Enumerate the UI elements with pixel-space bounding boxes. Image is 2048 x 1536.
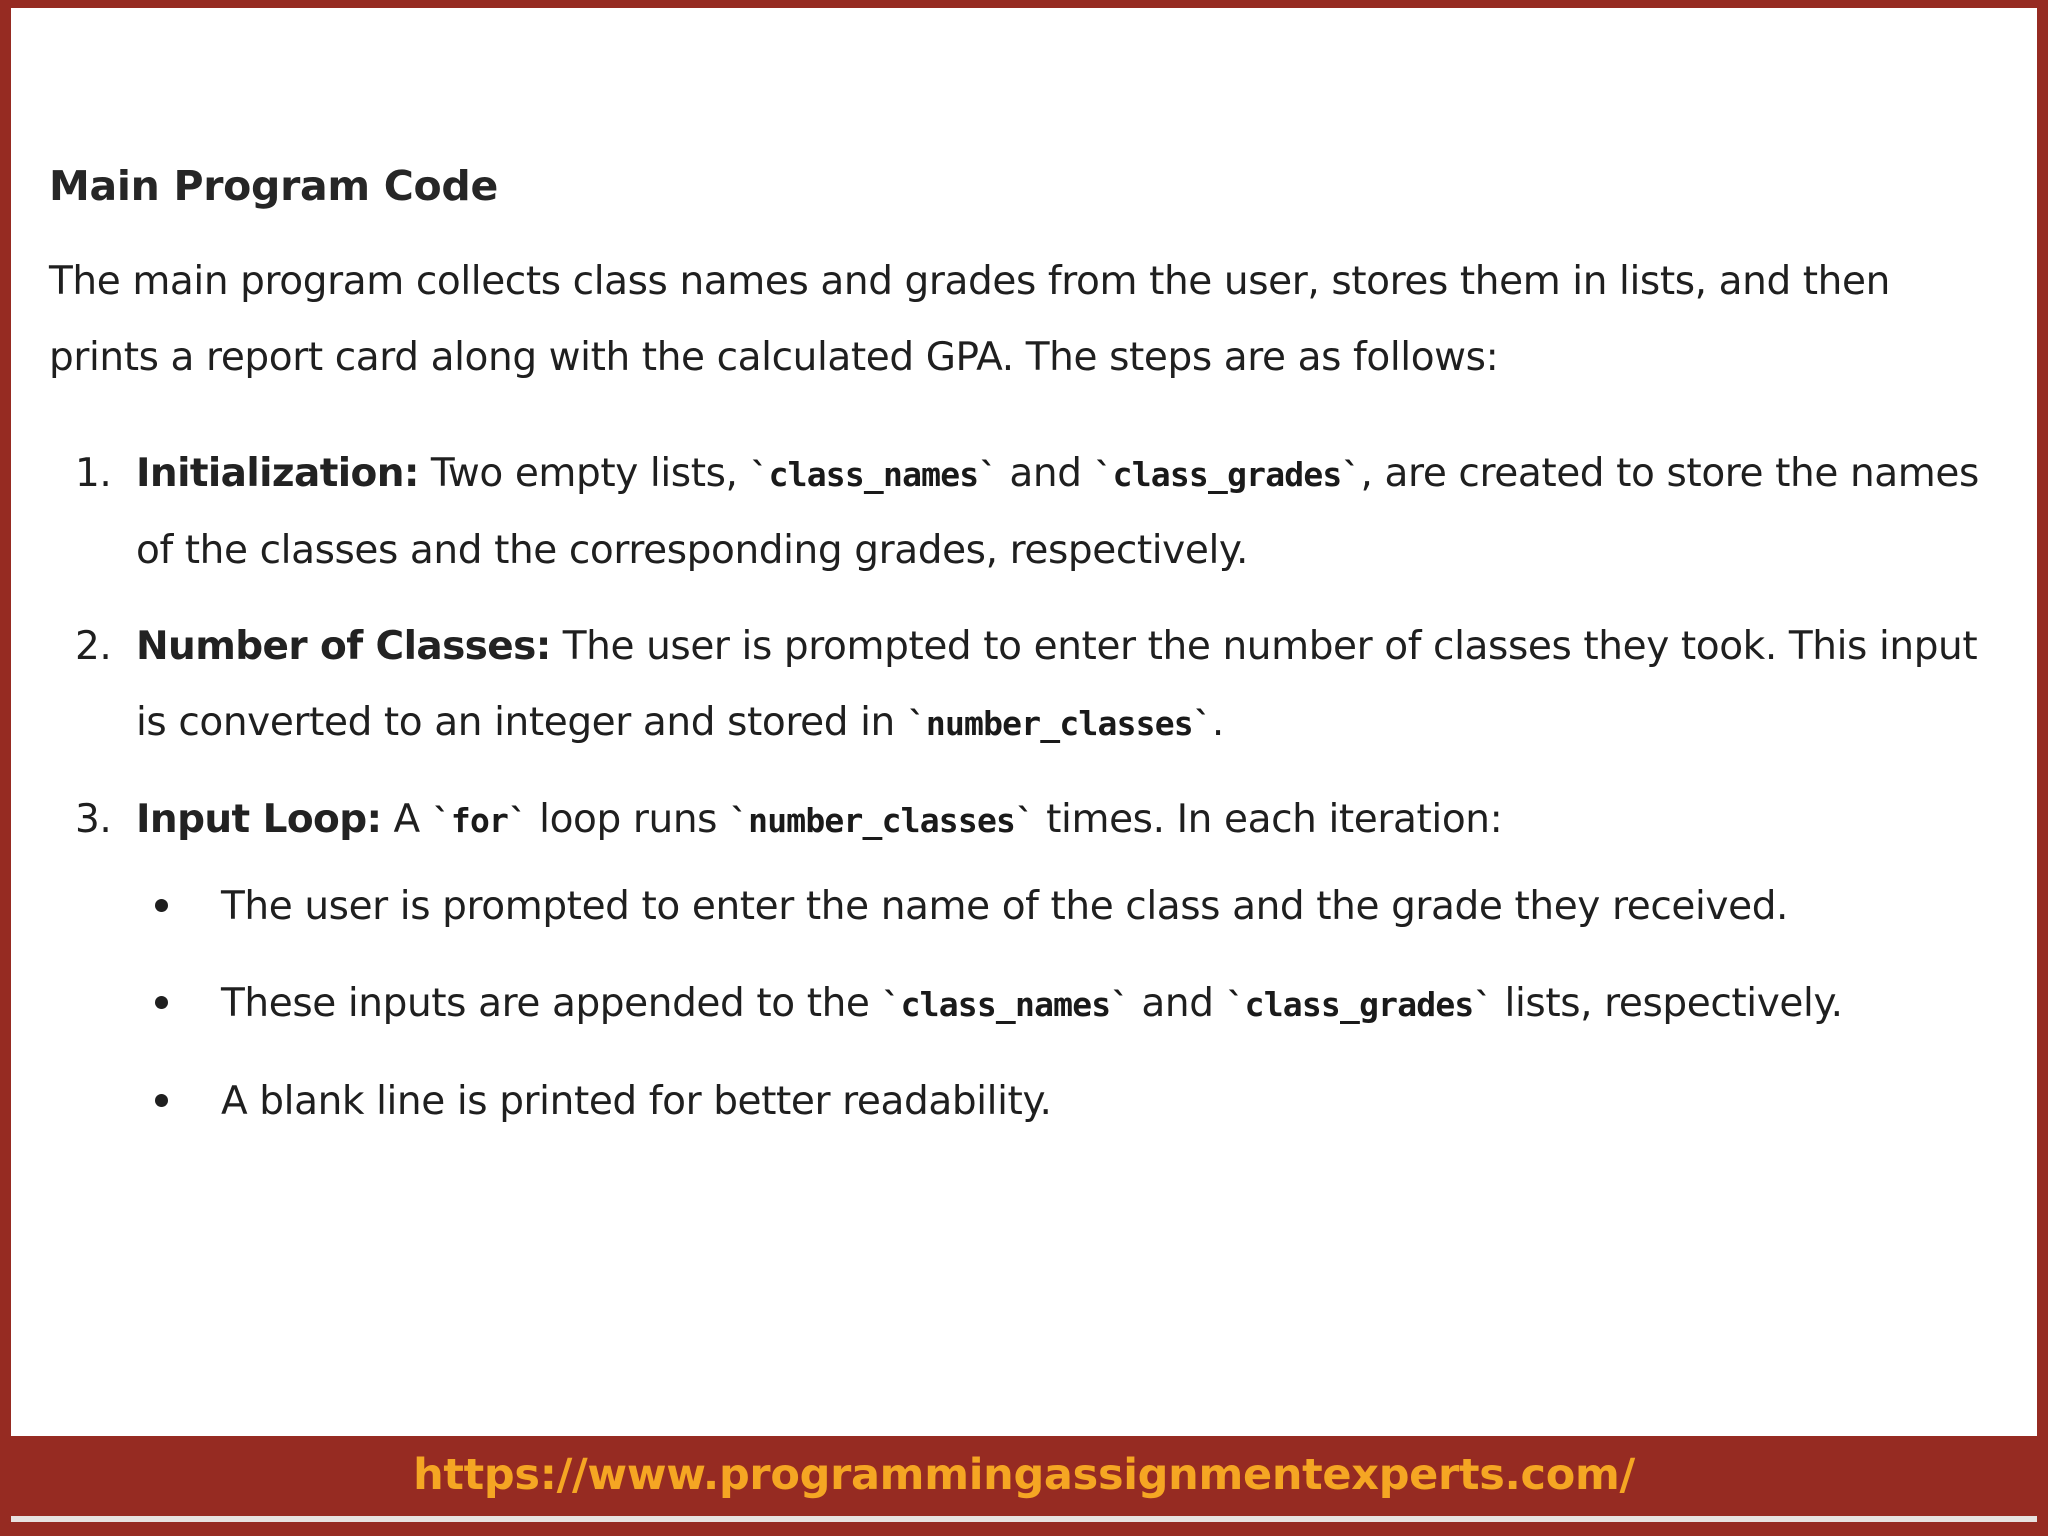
step-item-number-of-classes	[49, 609, 2009, 762]
step-number: 2.	[75, 624, 112, 669]
step-number: 3.	[75, 797, 112, 842]
step-item-input-loop	[49, 782, 2009, 859]
step-text: times. In each iteration:	[1034, 797, 1503, 842]
website-link[interactable]: https://www.programmingassignmentexperts.com/	[413, 1450, 1635, 1500]
divider	[11, 1516, 2037, 1522]
inline-code: `class_names`	[749, 455, 998, 494]
bullet-icon	[155, 1094, 168, 1107]
steps-list	[49, 436, 2009, 859]
step-text: , are created to store the names of the classes and the corresponding grades, respectively.	[136, 451, 1979, 573]
bullet-text: lists, respectively.	[1492, 981, 1843, 1026]
inline-code: `class_names`	[881, 985, 1130, 1024]
step-number: 1.	[75, 451, 112, 496]
intro-paragraph: The main program collects class names and grades from the user, stores them in lists, and then prints a report card along with the calculated GPA. The steps are as follows:	[49, 259, 1890, 380]
step-term: Initialization:	[136, 451, 419, 496]
list-item	[49, 879, 2009, 935]
list-item	[49, 976, 2009, 1033]
step-text: loop runs	[527, 797, 730, 842]
step-text: Two empty lists,	[418, 451, 750, 496]
bullet-icon	[155, 996, 168, 1009]
footer-banner	[11, 1436, 2037, 1514]
inline-code: `number_classes`	[729, 801, 1035, 840]
bullet-text: and	[1129, 981, 1226, 1026]
step-text: A	[381, 797, 432, 842]
step-term: Input Loop:	[136, 797, 382, 842]
step-text: .	[1211, 700, 1224, 745]
step-text: and	[997, 451, 1094, 496]
iteration-bullet-list	[49, 879, 2009, 1130]
bullet-text: A blank line is printed for better readability.	[221, 1079, 1052, 1124]
document-content	[49, 158, 2009, 1171]
section-heading: Main Program Code	[49, 162, 498, 210]
step-item-initialization	[49, 436, 2009, 589]
step-text: The user is prompted to enter the number of classes they took. This input is converted to an integer and stored in	[136, 624, 1978, 745]
list-item	[49, 1074, 2009, 1130]
inline-code: `number_classes`	[906, 704, 1212, 743]
bullet-icon	[155, 899, 168, 912]
inline-code: `for`	[431, 801, 528, 840]
bullet-text: These inputs are appended to the	[221, 981, 882, 1026]
step-term: Number of Classes:	[136, 624, 551, 669]
bullet-text: The user is prompted to enter the name of the class and the grade they received.	[221, 884, 1789, 929]
inline-code: `class_grades`	[1225, 985, 1493, 1024]
inline-code: `class_grades`	[1093, 455, 1361, 494]
